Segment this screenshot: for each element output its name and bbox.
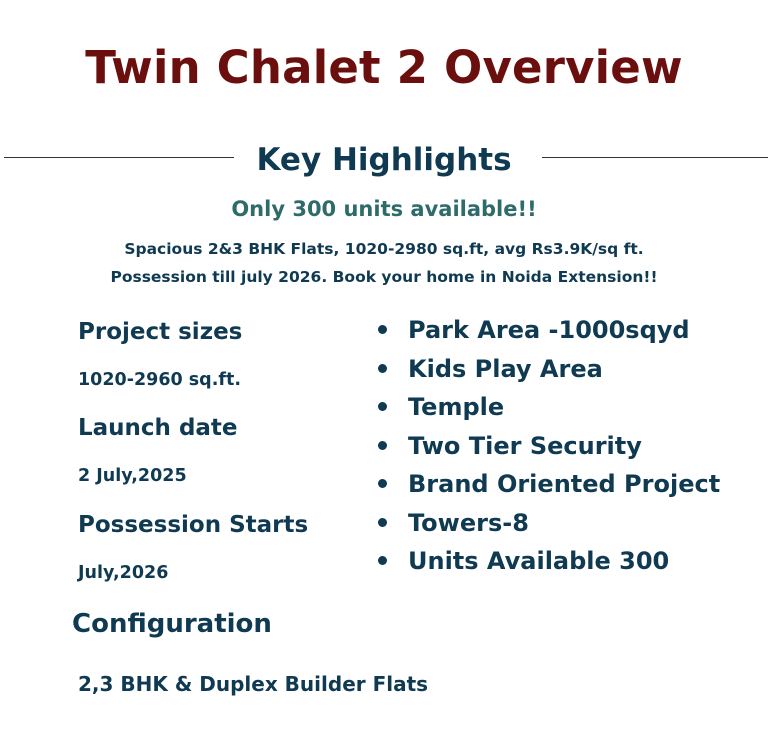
launch-date-value: 2 July,2025 xyxy=(78,466,187,486)
highlight-text: Brand Oriented Project xyxy=(408,470,721,498)
description-line-1: Spacious 2&3 BHK Flats, 1020-2980 sq.ft, avg Rs3.9K/sq ft. xyxy=(124,240,644,258)
highlight-text: Two Tier Security xyxy=(408,431,642,460)
highlight-text: Kids Play Area xyxy=(408,354,603,383)
possession-starts-value: July,2026 xyxy=(78,563,169,583)
bullet-icon xyxy=(378,479,387,488)
description-line-2: Possession till july 2026. Book your home in Noida Extension!! xyxy=(110,268,658,286)
highlight-text: Park Area -1000sqyd xyxy=(408,316,690,344)
bullet-icon xyxy=(378,518,387,527)
project-sizes-value: 1020-2960 sq.ft. xyxy=(78,370,241,390)
possession-starts-label: Possession Starts xyxy=(78,512,309,538)
bullet-icon xyxy=(378,402,387,411)
configuration-label: Configuration xyxy=(72,609,272,639)
bullet-icon xyxy=(378,556,387,565)
divider-right xyxy=(542,157,768,158)
project-sizes-label: Project sizes xyxy=(78,319,243,345)
key-highlights-heading: Key Highlights xyxy=(256,142,512,178)
bullet-icon xyxy=(378,364,387,373)
launch-date-label: Launch date xyxy=(78,415,238,441)
bullet-icon xyxy=(378,441,387,450)
units-available-tagline: Only 300 units available!! xyxy=(231,197,537,221)
highlight-text: Temple xyxy=(408,393,505,421)
highlight-text: Towers-8 xyxy=(408,508,529,537)
page-title: Twin Chalet 2 Overview xyxy=(85,41,683,94)
highlight-text: Units Available 300 xyxy=(408,547,670,575)
configuration-value: 2,3 BHK & Duplex Builder Flats xyxy=(78,672,429,696)
bullet-icon xyxy=(378,325,387,334)
